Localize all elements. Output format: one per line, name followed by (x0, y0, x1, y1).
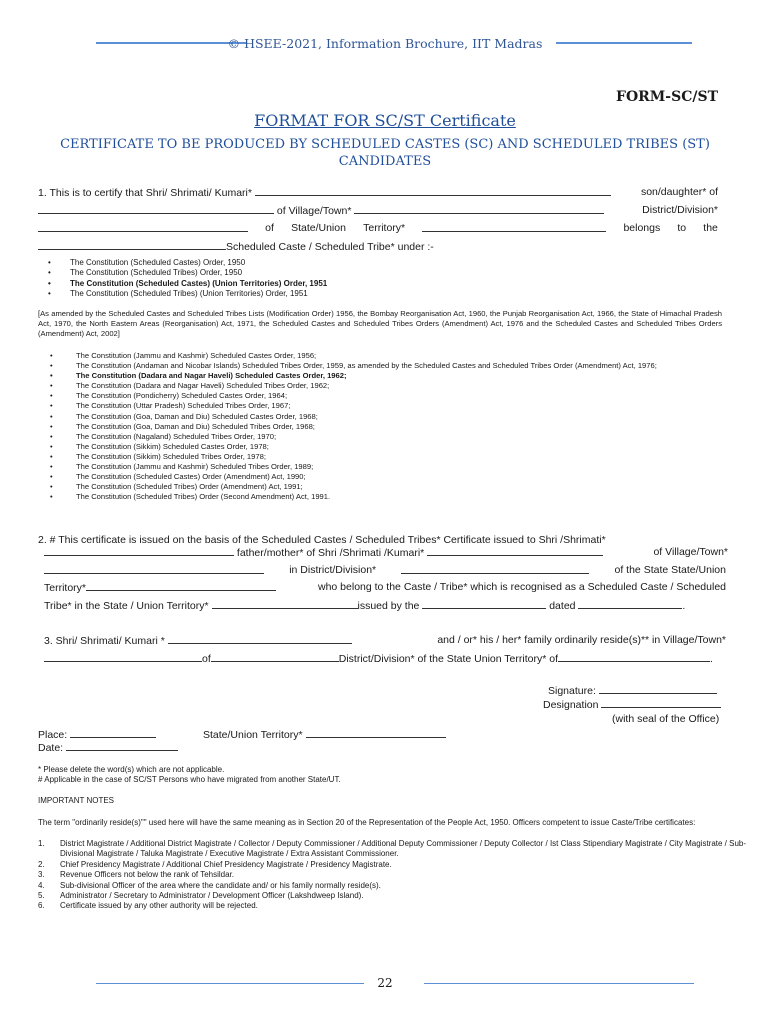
para1-text: Territory* (363, 222, 406, 234)
item-number: 4. (38, 880, 45, 890)
para1-line4 (38, 240, 718, 253)
list-item: • The Constitution (Scheduled Tribes) Order (Second Amendment) Act, 1991. (38, 492, 742, 502)
name-blank (255, 186, 611, 196)
state-ut-row (203, 728, 446, 741)
name2-blank (427, 546, 603, 556)
para1-text: Scheduled Caste / Scheduled Tribe* under :- (226, 241, 434, 253)
seal-note: (with seal of the Office) (612, 713, 720, 725)
header-text: © HSEE-2021, Information Brochure, IIT Madras (227, 36, 543, 51)
para1-text: the (703, 222, 718, 234)
item-number: 1. (38, 839, 45, 848)
list-item (38, 891, 752, 901)
item-text: Sub-divisional Officer of the area where the candidate and/ or his family normally reside(s). (60, 880, 381, 890)
place-blank (70, 728, 156, 738)
para1-text: belongs (623, 222, 661, 234)
para3-text: District/Division* of the State Union Territory* of (338, 653, 558, 665)
para2-text: Tribe* in the State / Union Territory* (44, 600, 209, 612)
footer-rule-right (424, 983, 694, 984)
issuer-blank (44, 546, 234, 556)
amendment-note: [As amended by the Scheduled Castes and Scheduled Tribes Lists (Modification Order) 1956, the Bombay Reorganisation Act, 1960, the Punjab Reorganisation Act, 1966, the State of Himachal Pradesh Act, 1970, the North Eastern Areas (Reorganisation) Act, 1971, the Scheduled Castes and Scheduled Tribes Orders (Amendment) Act, 1976 and the Scheduled Castes and Scheduled Tribes Orders (Amendment) Act, 2002] (38, 309, 722, 339)
page-title: FORMAT FOR SC/ST Certificate (254, 111, 516, 130)
para2-text: in District/Division* (289, 564, 377, 576)
state-ut-label: State/Union Territory* (203, 729, 303, 741)
list-item: • The Constitution (Scheduled Tribes) Order (Amendment) Act, 1991; (38, 482, 742, 492)
list-item: • The Constitution (Jammu and Kashmir) Scheduled Castes Order, 1956; (38, 351, 742, 361)
list-item: • The Constitution (Goa, Daman and Diu) Scheduled Castes Order, 1968; (38, 412, 742, 422)
list-item (38, 870, 752, 880)
village2-blank (44, 564, 264, 574)
village-blank (354, 204, 604, 214)
item-text: Chief Presidency Magistrate / Additional Chief Presidency Magistrate / Presidency Magistrate. (60, 859, 392, 869)
orders-list-2 (38, 351, 742, 502)
page-subtitle: CERTIFICATE TO BE PRODUCED BY SCHEDULED CASTES (SC) AND SCHEDULED TRIBES (ST) CANDIDATES (60, 137, 710, 169)
para2-text: father/mother* of Shri /Shrimati /Kumari* (236, 547, 425, 559)
list-item: • The Constitution (Andaman and Nicobar Islands) Scheduled Tribes Order, 1959, as amended by the Scheduled Castes and Scheduled Tribes Order (Amendment) Act, 1976; (38, 361, 742, 371)
item-text: Certificate issued by any other authority will be rejected. (60, 901, 258, 911)
designation-blank (601, 698, 721, 708)
list-item: • The Constitution (Scheduled Castes) Order (Amendment) Act, 1990; (38, 472, 742, 482)
district3-blank (211, 652, 339, 662)
important-heading: IMPORTANT NOTES (38, 796, 115, 805)
para2-text: who belong to the Caste / Tribe* which is recognised as a Scheduled Caste / Scheduled (318, 581, 726, 593)
designation-label: Designation (543, 699, 599, 711)
delete-note: * Please delete the word(s) which are not applicable. (38, 765, 225, 774)
list-item: • The Constitution (Scheduled Castes) (Union Territories) Order, 1951 (38, 279, 728, 289)
list-item (38, 860, 752, 870)
para3-text: and / or* his / her* family ordinarily reside(s)** in Village/Town* (437, 634, 726, 646)
list-item: • The Constitution (Nagaland) Scheduled Tribes Order, 1970; (38, 432, 742, 442)
para1-line2 (38, 204, 718, 217)
item-number: 6. (38, 901, 45, 911)
para3-line2 (44, 652, 726, 665)
parent-blank (38, 204, 274, 214)
name3-blank (168, 634, 352, 644)
para2-text: of the State State/Union (614, 564, 726, 576)
item-number: 3. (38, 870, 45, 880)
list-item: • The Constitution (Pondicherry) Scheduled Castes Order, 1964; (38, 391, 742, 401)
para2-text: of Village/Town* (653, 546, 728, 558)
para1-text: son/daughter* of (640, 186, 718, 198)
district-blank (38, 222, 248, 232)
list-item (38, 839, 752, 860)
state-ut-blank (306, 728, 446, 738)
issued-by-blank (422, 599, 546, 609)
village3-blank (44, 652, 202, 662)
list-item: • The Constitution (Scheduled Tribes) Order, 1950 (38, 268, 728, 278)
caste-blank (38, 240, 226, 250)
list-item: • The Constitution (Sikkim) Scheduled Tribes Order, 1978; (38, 452, 742, 462)
item-number: 5. (38, 891, 45, 901)
list-item: • The Constitution (Sikkim) Scheduled Castes Order, 1978; (38, 442, 742, 452)
para1-text: of (265, 222, 274, 234)
list-item: • The Constitution (Dadara and Nagar Haveli) Scheduled Castes Order, 1962; (38, 371, 742, 381)
page-number: 22 (377, 976, 393, 990)
list-item: • The Constitution (Uttar Pradesh) Scheduled Tribes Order, 1967; (38, 401, 742, 411)
para1-text: of Village/Town* (276, 205, 352, 217)
date-label: Date: (38, 742, 64, 754)
para1-text: District/Division* (642, 204, 718, 216)
para1-text: 1. This is to certify that Shri/ Shrimati/ Kumari* (38, 187, 252, 199)
para1-line3 (38, 222, 718, 234)
list-item: • The Constitution (Goa, Daman and Diu) Scheduled Tribes Order, 1968; (38, 422, 742, 432)
list-item (38, 881, 752, 891)
para2-text: issued by the (357, 600, 420, 612)
signature-blank (599, 684, 717, 694)
para2-line4 (44, 581, 726, 594)
district2-blank (401, 564, 589, 574)
para2-text: . (682, 600, 686, 612)
para2-line2 (44, 546, 728, 559)
officers-list (38, 839, 752, 912)
place-label: Place: (38, 729, 68, 741)
state-blank (422, 222, 606, 232)
item-number: 2. (38, 859, 45, 869)
para2-text: Territory* (44, 582, 87, 594)
dated-blank (578, 599, 682, 609)
date-row (38, 741, 178, 754)
para3-text: . (710, 653, 713, 665)
migrated-note: # Applicable in the case of SC/ST Persons who have migrated from another State/UT. (38, 775, 341, 784)
para2-line5 (44, 599, 726, 612)
signature-row (548, 684, 717, 697)
list-item: • The Constitution (Jammu and Kashmir) Scheduled Tribes Order, 1989; (38, 462, 742, 472)
para2-text: dated (549, 600, 576, 612)
list-item: • The Constitution (Scheduled Castes) Order, 1950 (38, 258, 728, 268)
ut-blank (212, 599, 358, 609)
para1-text: to (677, 222, 687, 234)
designation-row (543, 698, 721, 711)
para2-line3 (44, 564, 726, 576)
para3-line1 (44, 634, 726, 647)
list-item (38, 901, 752, 911)
orders-list-1 (38, 258, 728, 300)
date-blank (66, 741, 178, 751)
signature-label: Signature: (548, 685, 596, 697)
important-intro: The term "ordinarily reside(s)"" used here will have the same meaning as in Section 20 of the Representation of the People Act, 1950. Officers competent to issue Caste/Tribe certificates: (38, 818, 696, 827)
form-id: FORM-SC/ST (616, 89, 718, 105)
place-row (38, 728, 156, 741)
item-text: Administrator / Secretary to Administrator / Development Officer (Lakshdweep Island). (60, 891, 364, 901)
header-rule-right (556, 42, 692, 44)
state3-blank (558, 652, 710, 662)
list-item: • The Constitution (Scheduled Tribes) (Union Territories) Order, 1951 (38, 289, 728, 299)
territory-blank (86, 581, 276, 591)
para3-text: of (202, 653, 211, 665)
item-text: Revenue Officers not below the rank of Tehsildar. (60, 870, 235, 880)
para2-line1: 2. # This certificate is issued on the basis of the Scheduled Castes / Scheduled Tribes* Certificate issued to Shri /Shrimati* (38, 534, 606, 546)
para1-line1 (38, 186, 718, 199)
para1-text: State/Union (291, 222, 346, 234)
para3-text: 3. Shri/ Shrimati/ Kumari * (44, 635, 165, 647)
list-item: • The Constitution (Dadara and Nagar Haveli) Scheduled Tribes Order, 1962; (38, 381, 742, 391)
item-text: District Magistrate / Additional District Magistrate / Collector / Deputy Commissioner / Additional Deputy Commissioner / Deputy Collector / Ist Class Stipendiary Magistrate / City Magistrate / Sub-Divisional Magistrate / Taluka Magistrate / Executive Magistrate / Extra Assistant Commissioner. (60, 839, 747, 859)
